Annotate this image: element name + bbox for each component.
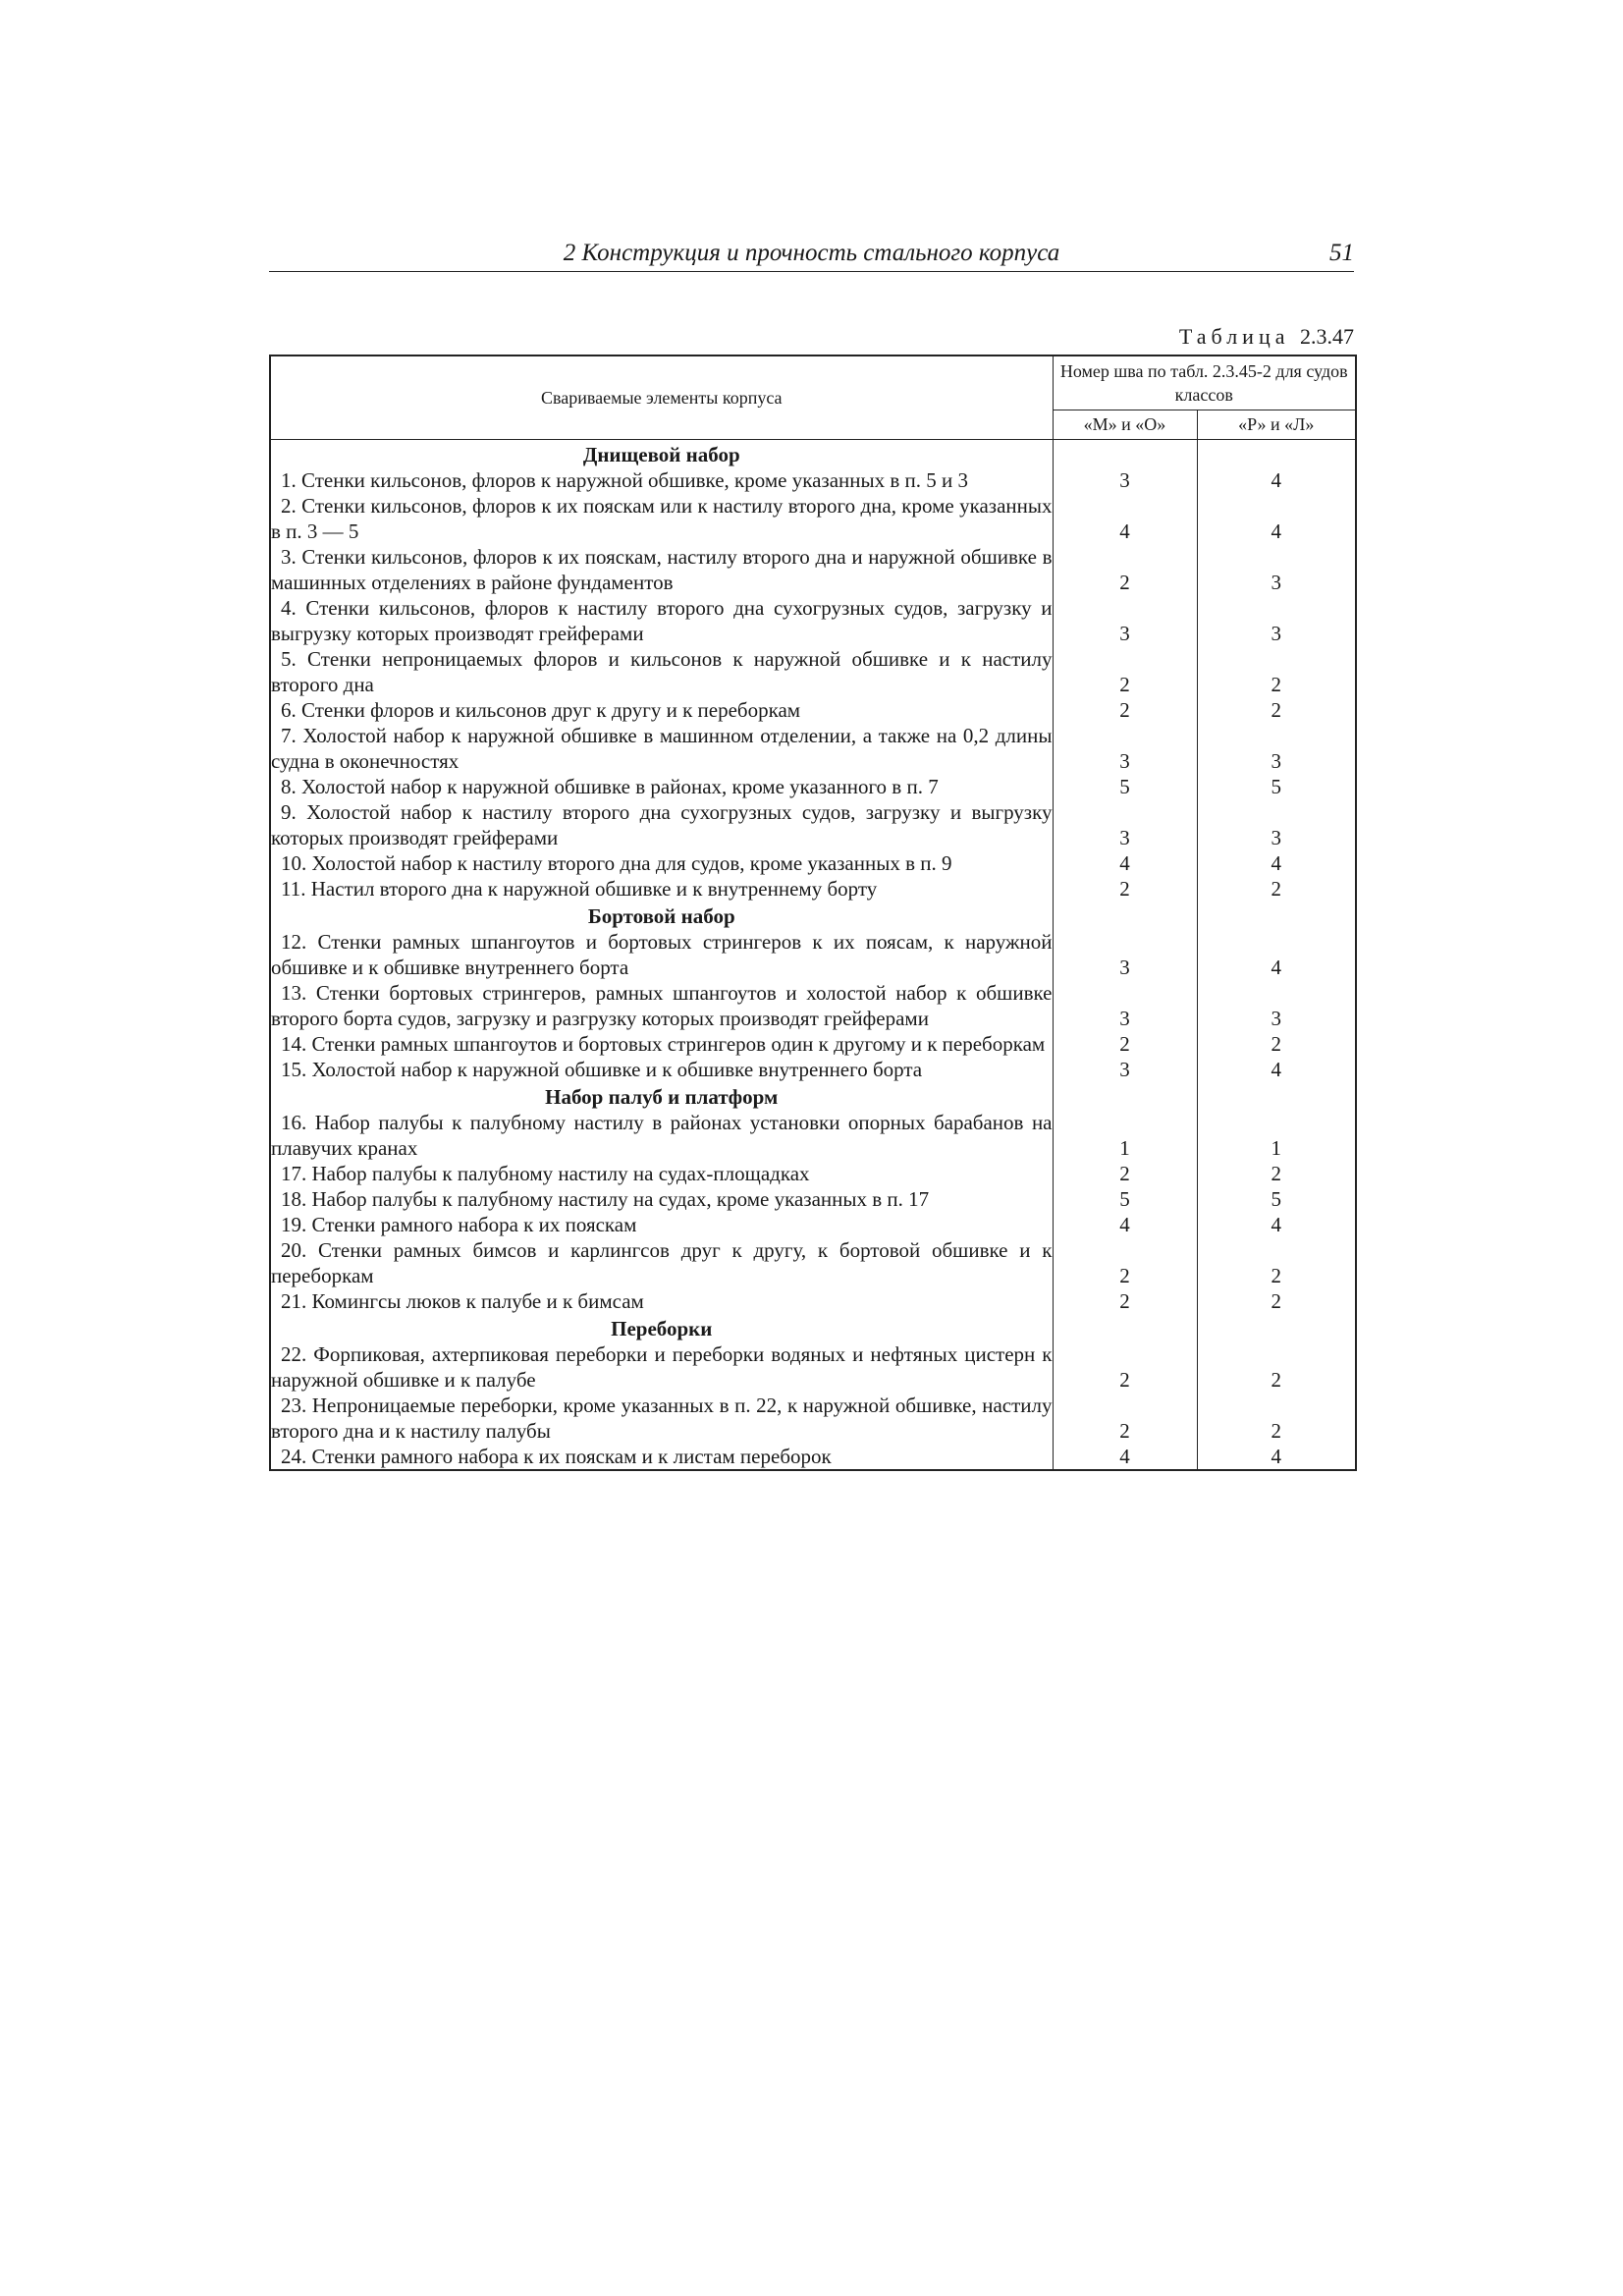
table-row <box>270 1161 1356 1186</box>
weld-number-mo: 2 <box>1053 1237 1197 1288</box>
weld-number-mo: 5 <box>1053 774 1197 799</box>
element-description: 8. Холостой набор к наружной обшивке в районах, кроме указанного в п. 7 <box>270 774 1053 799</box>
table-row <box>270 646 1356 697</box>
weld-number-mo: 3 <box>1053 595 1197 646</box>
column-header-class-rl: «Р» и «Л» <box>1197 410 1356 439</box>
section-title: Переборки <box>270 1314 1053 1341</box>
empty-cell <box>1197 440 1356 468</box>
weld-number-rl: 1 <box>1271 1136 1281 1160</box>
element-description: 15. Холостой набор к наружной обшивке и к обшивке внутреннего борта <box>270 1057 1053 1082</box>
weld-number-rl: 5 <box>1271 1187 1281 1211</box>
table-row <box>270 697 1356 723</box>
table-row <box>270 1341 1356 1393</box>
element-description: 21. Комингсы люков к палубе и к бимсам <box>270 1288 1053 1314</box>
empty-cell <box>1053 1314 1197 1341</box>
weld-number-rl: 2 <box>1271 1419 1281 1443</box>
section-row <box>270 440 1356 468</box>
element-description: 7. Холостой набор к наружной обшивке в машинном отделении, а также на 0,2 длины судна в оконечностях <box>271 724 1053 773</box>
running-header <box>269 238 1354 272</box>
weld-number-mo: 4 <box>1053 1212 1197 1237</box>
element-description: 11. Настил второго дна к наружной обшивке и к внутреннему борту <box>270 876 1053 902</box>
element-description: 18. Набор палубы к палубному настилу на судах, кроме указанных в п. 17 <box>270 1186 1053 1212</box>
element-description: 17. Набор палубы к палубному настилу на судах-площадках <box>270 1161 1053 1186</box>
element-description: 20. Стенки рамных бимсов и карлингсов друг к другу, к бортовой обшивке и к переборкам <box>271 1238 1053 1287</box>
empty-cell <box>1197 902 1356 929</box>
element-description: 14. Стенки рамных шпангоутов и бортовых стрингеров один к другому и к переборкам <box>270 1031 1053 1057</box>
element-description: 5. Стенки непроницаемых флоров и кильсонов к наружной обшивке и к настилу второго дна <box>271 647 1053 696</box>
element-description: 22. Форпиковая, ахтерпиковая переборки и переборки водяных и нефтяных цистерн к наружной обшивке и к палубе <box>271 1342 1053 1392</box>
element-description: 9. Холостой набор к настилу второго дна сухогрузных судов, загрузку и выгрузку которых производят грейферами <box>271 800 1053 849</box>
weld-number-mo: 3 <box>1053 723 1197 774</box>
column-header-group: Номер шва по табл. 2.3.45-2 для судов классов <box>1053 355 1356 410</box>
weld-number-rl: 3 <box>1271 571 1281 594</box>
section-row <box>270 902 1356 929</box>
element-description: 16. Набор палубы к палубному настилу в районах установки опорных барабанов на плавучих кранах <box>271 1111 1053 1160</box>
table-row <box>270 493 1356 544</box>
table-row <box>270 1393 1356 1444</box>
table-caption-number: 2.3.47 <box>1300 324 1354 349</box>
table-row <box>270 929 1356 980</box>
weld-number-rl: 3 <box>1271 749 1281 773</box>
element-description: 1. Стенки кильсонов, флоров к наружной обшивке, кроме указанных в п. 5 и 3 <box>270 467 1053 493</box>
section-title: Набор палуб и платформ <box>270 1082 1053 1110</box>
weld-number-rl: 3 <box>1271 1007 1281 1030</box>
weld-number-rl: 2 <box>1271 1162 1281 1185</box>
weld-number-mo: 3 <box>1053 980 1197 1031</box>
table-row <box>270 1110 1356 1161</box>
empty-cell <box>1053 902 1197 929</box>
element-description: 3. Стенки кильсонов, флоров к их пояскам, настилу второго дна и наружной обшивке в машинных отделениях в районе фундаментов <box>271 545 1053 594</box>
column-header-elements: Свариваемые элементы корпуса <box>270 355 1053 440</box>
weld-number-mo: 3 <box>1053 467 1197 493</box>
weld-number-mo: 2 <box>1053 1031 1197 1057</box>
element-description: 6. Стенки флоров и кильсонов друг к другу и к переборкам <box>270 697 1053 723</box>
section-title: Днищевой набор <box>270 440 1053 468</box>
weld-number-mo: 2 <box>1053 1288 1197 1314</box>
table-row <box>270 876 1356 902</box>
empty-cell <box>1197 1082 1356 1110</box>
table-row <box>270 1031 1356 1057</box>
weld-number-mo: 4 <box>1053 850 1197 876</box>
weld-number-mo: 3 <box>1053 799 1197 850</box>
weld-number-mo: 2 <box>1053 876 1197 902</box>
weld-number-rl: 4 <box>1271 1058 1281 1081</box>
element-description: 24. Стенки рамного набора к их пояскам и к листам переборок <box>270 1444 1053 1470</box>
welds-table <box>269 355 1357 1471</box>
weld-number-rl: 5 <box>1271 775 1281 798</box>
weld-number-rl: 2 <box>1271 1032 1281 1056</box>
weld-number-rl: 2 <box>1271 1368 1281 1392</box>
section-title: Бортовой набор <box>270 902 1053 929</box>
weld-number-mo: 5 <box>1053 1186 1197 1212</box>
section-row <box>270 1314 1356 1341</box>
weld-number-rl: 2 <box>1271 673 1281 696</box>
weld-number-mo: 3 <box>1053 929 1197 980</box>
page-number: 51 <box>1329 240 1354 266</box>
element-description: 23. Непроницаемые переборки, кроме указанных в п. 22, к наружной обшивке, настилу второго дна и к настилу палубы <box>271 1394 1053 1443</box>
table-row <box>270 595 1356 646</box>
weld-number-rl: 3 <box>1271 622 1281 645</box>
empty-cell <box>1197 1314 1356 1341</box>
table-caption <box>1179 324 1354 350</box>
element-description: 12. Стенки рамных шпангоутов и бортовых стрингеров к их поясам, к наружной обшивке и к обшивке внутреннего борта <box>271 930 1053 979</box>
weld-number-mo: 2 <box>1053 1393 1197 1444</box>
table-row <box>270 1212 1356 1237</box>
table-row <box>270 544 1356 595</box>
weld-number-mo: 2 <box>1053 697 1197 723</box>
table-body <box>270 440 1356 1471</box>
table-row <box>270 1444 1356 1470</box>
empty-cell <box>1053 1082 1197 1110</box>
element-description: 2. Стенки кильсонов, флоров к их пояскам или к настилу второго дна, кроме указанных в п. 3 — 5 <box>271 494 1053 543</box>
weld-number-rl: 4 <box>1271 468 1281 492</box>
table-row <box>270 723 1356 774</box>
empty-cell <box>1053 440 1197 468</box>
table-row <box>270 799 1356 850</box>
table-row <box>270 1237 1356 1288</box>
weld-number-rl: 2 <box>1271 877 1281 901</box>
weld-number-rl: 4 <box>1271 1445 1281 1468</box>
column-header-class-mo: «М» и «О» <box>1053 410 1197 439</box>
table-row <box>270 467 1356 493</box>
weld-number-mo: 2 <box>1053 646 1197 697</box>
weld-number-mo: 2 <box>1053 1161 1197 1186</box>
section-row <box>270 1082 1356 1110</box>
table-row <box>270 980 1356 1031</box>
weld-number-rl: 2 <box>1271 1289 1281 1313</box>
weld-number-mo: 4 <box>1053 493 1197 544</box>
element-description: 10. Холостой набор к настилу второго дна для судов, кроме указанных в п. 9 <box>270 850 1053 876</box>
table-row <box>270 774 1356 799</box>
weld-number-rl: 4 <box>1271 1213 1281 1236</box>
weld-number-rl: 4 <box>1271 519 1281 543</box>
table-row <box>270 1057 1356 1082</box>
weld-number-rl: 2 <box>1271 698 1281 722</box>
table-row <box>270 1186 1356 1212</box>
weld-number-mo: 4 <box>1053 1444 1197 1470</box>
weld-number-mo: 3 <box>1053 1057 1197 1082</box>
element-description: 13. Стенки бортовых стрингеров, рамных шпангоутов и холостой набор к обшивке второго борта судов, загрузку и разгрузку которых производят грейферами <box>271 981 1053 1030</box>
element-description: 4. Стенки кильсонов, флоров к настилу второго дна сухогрузных судов, загрузку и выгрузку которых производят грейферами <box>271 596 1053 645</box>
element-description: 19. Стенки рамного набора к их пояскам <box>270 1212 1053 1237</box>
weld-number-mo: 2 <box>1053 1341 1197 1393</box>
table-row <box>270 850 1356 876</box>
table-header <box>270 355 1356 440</box>
running-title: 2 Конструкция и прочность стального корпуса <box>563 240 1060 266</box>
table-row <box>270 1288 1356 1314</box>
weld-number-mo: 2 <box>1053 544 1197 595</box>
weld-number-rl: 3 <box>1271 826 1281 849</box>
weld-number-rl: 4 <box>1271 851 1281 875</box>
weld-number-mo: 1 <box>1053 1110 1197 1161</box>
weld-number-rl: 4 <box>1271 956 1281 979</box>
weld-number-rl: 2 <box>1271 1264 1281 1287</box>
table-caption-word: Таблица <box>1178 324 1290 349</box>
